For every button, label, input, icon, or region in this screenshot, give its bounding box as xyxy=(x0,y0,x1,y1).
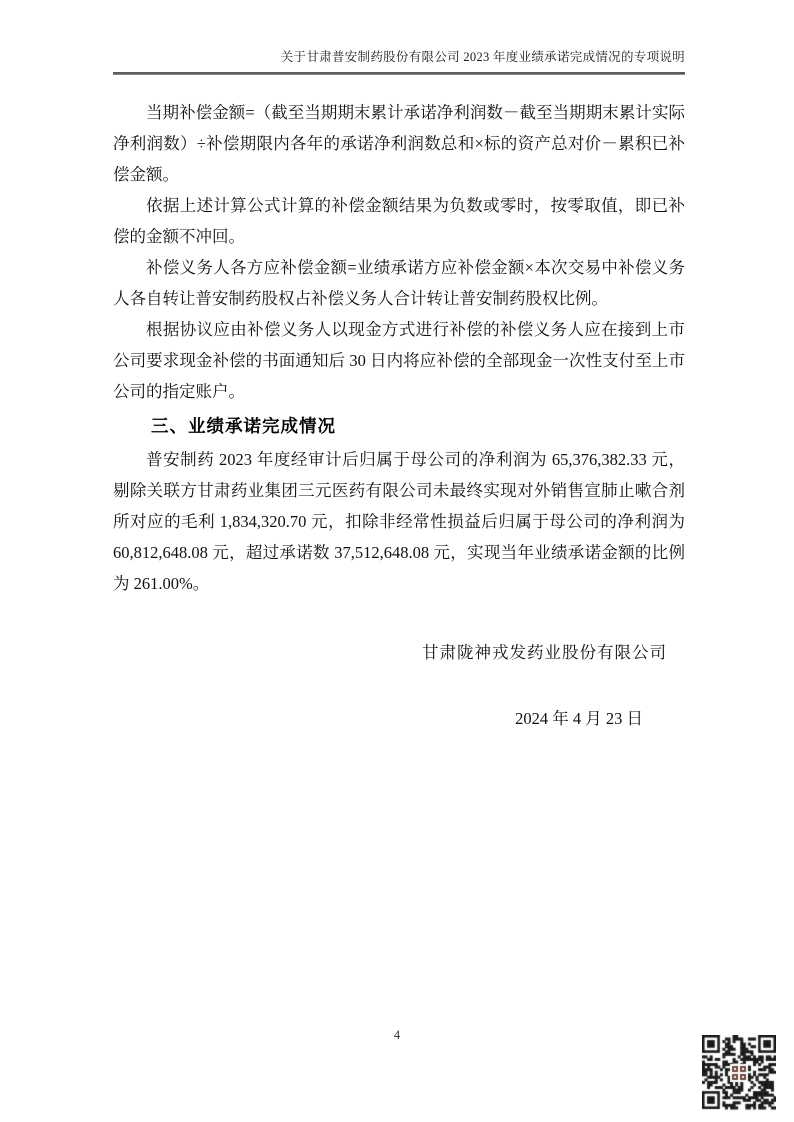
document-body xyxy=(113,90,685,599)
paragraph-cash-payment-terms: 根据协议应由补偿义务人以现金方式进行补偿的补偿义务人应在接到上市公司要求现金补偿的书面通知后 30 日内将应补偿的全部现金一次性支付至上市公司的指定账户。 xyxy=(113,320,685,401)
header-rule xyxy=(113,72,685,75)
page-number: 4 xyxy=(393,1028,401,1042)
paragraph-performance-result: 普安制药 2023 年度经审计后归属于母公司的净利润为 65,376,382.33 元，剔除关联方甘肃药业集团三元医药有限公司未最终实现对外销售宣肺止嗽合剂所对应的毛利 1,834,320.70 元，扣除非经常性损益后归属于母公司的净利润为 60,812,648.08 元，超过承诺数 37,512,648.08 元，实现当年业绩承诺金额的比例为 261.00%。 xyxy=(113,450,685,593)
page-header xyxy=(113,48,685,75)
paragraph-compensation-formula: 当期补偿金额=（截至当期期末累计承诺净利润数－截至当期期末累计实际净利润数）÷补偿期限内各年的承诺净利润数总和×标的资产总对价－累积已补偿金额。 xyxy=(113,103,685,184)
qr-code-container xyxy=(702,1035,776,1111)
signature-company-name: 甘肃陇神戎发药业股份有限公司 xyxy=(422,643,667,662)
header-title: 关于甘肃普安制药股份有限公司 2023 年度业绩承诺完成情况的专项说明 xyxy=(280,50,685,64)
paragraph-zero-value-rule: 依据上述计算公式计算的补偿金额结果为负数或零时，按零取值，即已补偿的金额不冲回。 xyxy=(113,196,685,246)
qr-code-icon xyxy=(702,1035,776,1111)
signature-date: 2024 年 4 月 23 日 xyxy=(515,709,643,728)
section-heading-performance-completion: 三、业绩承诺完成情况 xyxy=(151,416,336,436)
paragraph-obligor-share-formula: 补偿义务人各方应补偿金额=业绩承诺方应补偿金额×本次交易中补偿义务人各自转让普安制药股权占补偿义务人合计转让普安制药股权比例。 xyxy=(113,258,685,308)
